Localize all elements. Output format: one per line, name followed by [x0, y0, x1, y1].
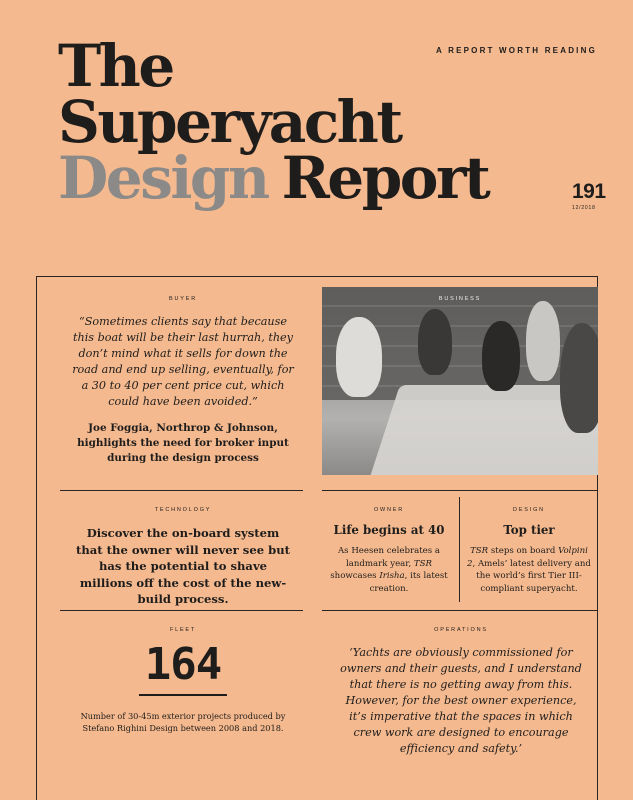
- photo-person: [482, 321, 520, 391]
- rule-row2-right: [322, 610, 598, 611]
- design-text-part: steps on board: [488, 546, 559, 556]
- rule-owner-design-divider: [459, 497, 460, 602]
- fleet-section: [76, 627, 290, 734]
- owner-title: Life begins at 40: [333, 523, 445, 537]
- title-word-report: Report: [281, 144, 489, 212]
- rule-row1-left: [60, 490, 303, 491]
- rule-top: [36, 276, 598, 277]
- fleet-number: 164: [139, 639, 227, 696]
- rule-row1-right: [322, 490, 598, 491]
- buyer-label: BUYER: [169, 296, 197, 302]
- owner-label: OWNER: [373, 507, 405, 513]
- photo-person: [560, 323, 598, 433]
- issue-number: 191: [572, 180, 606, 203]
- photo-person: [526, 301, 560, 381]
- operations-quote: ‘Yachts are obviously commissioned for owners and their guests, and I understand that there is no getting away from this. However, for the best owner experience, it’s imperative that the spaces in which crew work are designed to encourage efficiency and safety.’: [340, 646, 582, 755]
- masthead-title: [58, 32, 489, 212]
- design-section: [466, 507, 592, 595]
- technology-text: Discover the on-board system that the owner will never see but has the potential to shave millions off the cost of the new-build process.: [75, 526, 291, 606]
- rule-row2-left: [60, 610, 303, 611]
- issue-date: 12/2018: [572, 205, 596, 211]
- owner-text-part: As Heesen celebrates a landmark year,: [337, 546, 441, 569]
- design-text: [466, 545, 592, 595]
- owner-text-part: , its latest creation.: [369, 571, 448, 594]
- buyer-attribution: Joe Foggia, Northrop & Johnson, highlights the need for broker input during the design process: [77, 422, 289, 464]
- operations-label: OPERATIONS: [434, 627, 488, 633]
- title-line-the: The: [58, 32, 173, 100]
- design-text-part: , Amels’ latest delivery and the world’s first Tier III-compliant superyacht.: [472, 558, 591, 594]
- buyer-quote: “Sometimes clients say that because this boat will be their last hurrah, they don’t mind what it sells for down the road and end up selling, eventually, for a 30 to 40 per cent price cut, which could have been avoided.”: [72, 315, 294, 408]
- title-line-superyacht: Superyacht: [58, 88, 401, 156]
- owner-section: [326, 507, 452, 595]
- design-text-part: Volpini 2: [467, 546, 588, 569]
- fleet-text: Number of 30-45m exterior projects produced by Stefano Righini Design between 2008 and 2018.: [80, 711, 286, 733]
- tagline: A REPORT WORTH READING: [436, 46, 597, 55]
- owner-text-part: showcases: [330, 571, 380, 581]
- owner-text-part: Irisha: [379, 571, 405, 581]
- rule-left: [36, 276, 37, 800]
- operations-section: [336, 627, 586, 757]
- technology-section: [74, 507, 292, 608]
- design-label: DESIGN: [513, 507, 545, 513]
- business-label: BUSINESS: [438, 296, 482, 302]
- photo-person: [418, 309, 452, 375]
- design-text-part: TSR: [470, 546, 489, 556]
- design-title: Top tier: [503, 523, 555, 537]
- issue-info: [572, 180, 606, 211]
- business-photo: [322, 287, 598, 475]
- owner-text: [326, 545, 452, 595]
- owner-text-part: TSR: [413, 558, 432, 569]
- photo-person: [336, 317, 382, 397]
- title-word-design: Design: [58, 144, 268, 212]
- title-line-design-report: [58, 144, 489, 212]
- buyer-section: [72, 296, 294, 466]
- technology-label: TECHNOLOGY: [154, 507, 212, 513]
- fleet-label: FLEET: [169, 627, 197, 633]
